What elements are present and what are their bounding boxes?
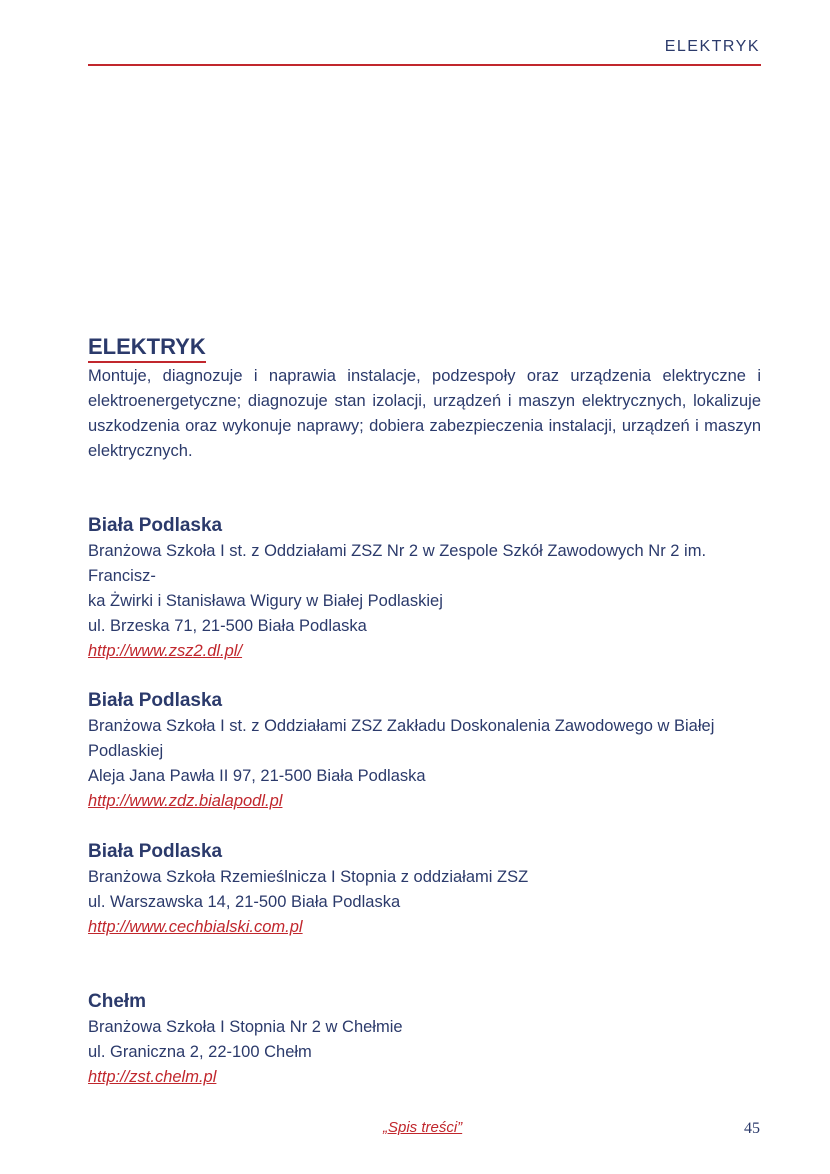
entry-city: Biała Podlaska — [88, 690, 223, 711]
running-header-title: ELEKTRYK — [664, 38, 760, 55]
entry-website-link[interactable]: http://www.zsz2.dl.pl/ — [88, 642, 243, 660]
entry-school-name: Branżowa Szkoła I st. z Oddziałami ZSZ Zakładu Doskonalenia Zawodowego w Białej Podlaskiej — [88, 717, 715, 760]
entry-city: Biała Podlaska — [88, 515, 223, 536]
section-description: Montuje, diagnozuje i naprawia instalacje, podzespoły oraz urządzenia elektryczne i elektroenergetyczne; diagnozuje stan izolacji, urządzeń i maszyn elektrycznych, lokalizuje uszkodzenia oraz wykonuje naprawy; dobiera zabezpieczenia instalacji, urządzeń i maszyn elektrycznych. — [88, 367, 761, 460]
entry-school-name-cont: ka Żwirki i Stanisława Wigury w Białej Podlaskiej — [88, 592, 443, 610]
table-of-contents-link[interactable]: „Spis treści” — [383, 1119, 463, 1136]
entry-address: Aleja Jana Pawła II 97, 21-500 Biała Podlaska — [88, 767, 426, 785]
school-entry — [88, 513, 768, 664]
entry-city: Chełm — [88, 991, 147, 1012]
entry-city: Biała Podlaska — [88, 841, 223, 862]
entry-school-name: Branżowa Szkoła Rzemieślnicza I Stopnia z oddziałami ZSZ — [88, 868, 529, 886]
entry-address: ul. Brzeska 71, 21-500 Biała Podlaska — [88, 617, 367, 635]
section-title: ELEKTRYK — [88, 334, 206, 363]
school-entry — [88, 688, 768, 814]
school-entry — [88, 989, 768, 1090]
entry-website-link[interactable]: http://www.zdz.bialapodl.pl — [88, 792, 283, 810]
entry-address: ul. Warszawska 14, 21-500 Biała Podlaska — [88, 893, 401, 911]
page-number: 45 — [744, 1120, 760, 1137]
entry-website-link[interactable]: http://zst.chelm.pl — [88, 1068, 217, 1086]
entry-website-link[interactable]: http://www.cechbialski.com.pl — [88, 918, 303, 936]
entry-address: ul. Graniczna 2, 22-100 Chełm — [88, 1043, 312, 1061]
entry-school-name: Branżowa Szkoła I st. z Oddziałami ZSZ Nr 2 w Zespole Szkół Zawodowych Nr 2 im. Francisz- — [88, 542, 707, 585]
school-entry — [88, 839, 768, 940]
entry-school-name: Branżowa Szkoła I Stopnia Nr 2 w Chełmie — [88, 1018, 403, 1036]
header-rule — [88, 64, 761, 66]
